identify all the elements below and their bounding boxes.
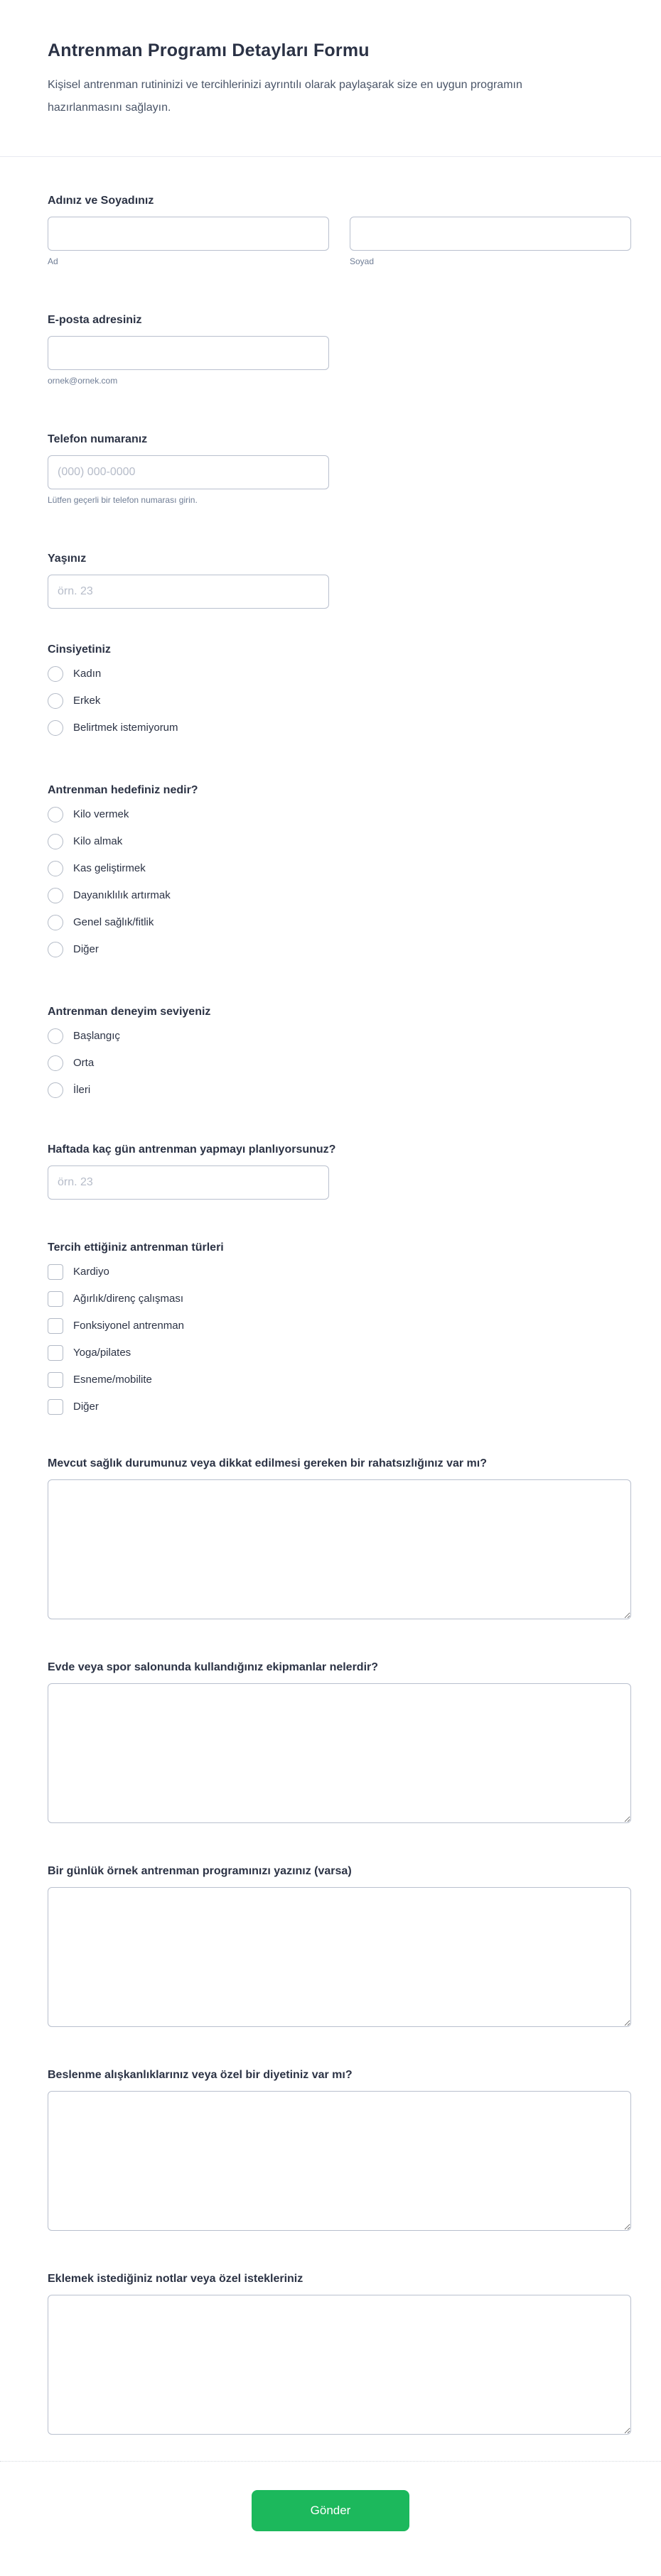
radio-button-icon[interactable] <box>48 1082 63 1098</box>
question-phone <box>48 433 631 505</box>
question-label: Eklemek istediğiniz notlar veya özel istekleriniz <box>48 2273 303 2285</box>
option-label: Kilo almak <box>73 835 123 847</box>
last-name-sublabel: Soyad <box>350 256 375 266</box>
radio-button-icon[interactable] <box>48 915 63 930</box>
option-label: Esneme/mobilite <box>73 1374 152 1386</box>
training-type-options <box>48 1263 631 1415</box>
question-days-per-week <box>48 1143 631 1200</box>
checkbox-icon[interactable] <box>48 1264 63 1280</box>
last-name-col <box>350 217 631 266</box>
option-label: Diğer <box>73 943 99 955</box>
option-label: Diğer <box>73 1401 99 1413</box>
checkbox-option-kardiyo[interactable] <box>48 1263 631 1281</box>
question-label: Antrenman hedefiniz nedir? <box>48 784 198 796</box>
submit-area <box>0 2462 661 2567</box>
radio-button-icon[interactable] <box>48 888 63 903</box>
first-name-input[interactable] <box>48 217 329 251</box>
health-textarea[interactable] <box>48 1479 631 1619</box>
radio-option-ileri[interactable] <box>48 1082 631 1099</box>
radio-option-erkek[interactable] <box>48 692 631 710</box>
question-notes <box>48 2272 631 2435</box>
question-sample-program <box>48 1864 631 2027</box>
option-label: Yoga/pilates <box>73 1347 131 1359</box>
question-fullname <box>48 194 631 266</box>
option-label: Kilo vermek <box>73 808 129 820</box>
question-experience <box>48 1005 631 1099</box>
radio-button-icon[interactable] <box>48 942 63 957</box>
option-label: Başlangıç <box>73 1030 120 1042</box>
question-label: Haftada kaç gün antrenman yapmayı planlıyorsunuz? <box>48 1143 336 1156</box>
radio-button-icon[interactable] <box>48 807 63 822</box>
question-gender <box>48 643 631 737</box>
option-label: Kadın <box>73 668 102 680</box>
option-label: Genel sağlık/fitlik <box>73 916 154 928</box>
first-name-col <box>48 217 329 266</box>
option-label: Kardiyo <box>73 1266 109 1278</box>
form-header <box>0 0 661 156</box>
phone-input[interactable] <box>48 455 329 489</box>
option-label: Erkek <box>73 695 101 707</box>
age-input[interactable] <box>48 575 329 609</box>
option-label: Fonksiyonel antrenman <box>73 1320 184 1332</box>
option-label: Ağırlık/direnç çalışması <box>73 1293 184 1305</box>
question-training-types <box>48 1241 631 1415</box>
radio-option-belirtmek-istemiyorum[interactable] <box>48 719 631 737</box>
days-per-week-input[interactable] <box>48 1165 329 1200</box>
question-label: Antrenman deneyim seviyeniz <box>48 1006 211 1018</box>
radio-button-icon[interactable] <box>48 666 63 682</box>
radio-button-icon[interactable] <box>48 693 63 709</box>
question-age <box>48 552 631 609</box>
gender-options <box>48 665 631 737</box>
nutrition-textarea[interactable] <box>48 2091 631 2231</box>
form-body <box>0 194 661 2435</box>
question-label: Beslenme alışkanlıklarınız veya özel bir diyetiniz var mı? <box>48 2069 353 2081</box>
question-equipment <box>48 1661 631 1823</box>
radio-button-icon[interactable] <box>48 834 63 849</box>
question-label: Evde veya spor salonunda kullandığınız ekipmanlar nelerdir? <box>48 1661 379 1673</box>
radio-option-baslangic[interactable] <box>48 1028 631 1045</box>
checkbox-option-diger[interactable] <box>48 1398 631 1415</box>
header-divider <box>0 156 661 157</box>
option-label: Orta <box>73 1057 95 1069</box>
page-title: Antrenman Programı Detayları Formu <box>48 40 370 60</box>
radio-option-genel-saglik-fitlik[interactable] <box>48 914 631 931</box>
question-health <box>48 1457 631 1619</box>
fullname-row <box>48 217 631 266</box>
email-input[interactable] <box>48 336 329 370</box>
option-label: Belirtmek istemiyorum <box>73 722 178 734</box>
question-label: E-posta adresiniz <box>48 314 142 326</box>
checkbox-icon[interactable] <box>48 1399 63 1415</box>
checkbox-icon[interactable] <box>48 1291 63 1307</box>
email-helper: ornek@ornek.com <box>48 376 118 386</box>
sample-program-textarea[interactable] <box>48 1887 631 2027</box>
submit-button[interactable]: Gönder <box>252 2490 409 2531</box>
first-name-sublabel: Ad <box>48 256 58 266</box>
notes-textarea[interactable] <box>48 2295 631 2435</box>
option-label: Dayanıklılık artırmak <box>73 889 171 901</box>
radio-option-orta[interactable] <box>48 1055 631 1072</box>
option-label: Kas geliştirmek <box>73 862 146 874</box>
radio-button-icon[interactable] <box>48 1028 63 1044</box>
radio-option-kilo-almak[interactable] <box>48 833 631 850</box>
last-name-input[interactable] <box>350 217 631 251</box>
option-label: İleri <box>73 1084 91 1096</box>
radio-option-diger[interactable] <box>48 941 631 958</box>
page-subtitle: Kişisel antrenman rutininizi ve tercihlerinizi ayrıntılı olarak paylaşarak size en uygun programın hazırlanmasını sağlayın. <box>48 79 522 114</box>
checkbox-option-esneme-mobilite[interactable] <box>48 1371 631 1388</box>
question-email <box>48 313 631 386</box>
checkbox-icon[interactable] <box>48 1318 63 1334</box>
checkbox-option-agirlik-direnc[interactable] <box>48 1290 631 1308</box>
radio-option-kilo-vermek[interactable] <box>48 806 631 823</box>
radio-button-icon[interactable] <box>48 861 63 876</box>
question-nutrition <box>48 2068 631 2231</box>
question-label: Yaşınız <box>48 553 87 565</box>
radio-option-dayaniklilik-artirmak[interactable] <box>48 887 631 904</box>
equipment-textarea[interactable] <box>48 1683 631 1823</box>
experience-options <box>48 1028 631 1099</box>
question-label: Adınız ve Soyadınız <box>48 195 154 207</box>
radio-option-kas-gelistirmek[interactable] <box>48 860 631 877</box>
checkbox-icon[interactable] <box>48 1345 63 1361</box>
question-label: Tercih ettiğiniz antrenman türleri <box>48 1241 224 1254</box>
radio-button-icon[interactable] <box>48 720 63 736</box>
question-label: Mevcut sağlık durumunuz veya dikkat edilmesi gereken bir rahatsızlığınız var mı? <box>48 1457 487 1469</box>
goal-options <box>48 806 631 958</box>
question-label: Cinsiyetiniz <box>48 643 111 656</box>
question-label: Telefon numaranız <box>48 433 148 445</box>
checkbox-icon[interactable] <box>48 1372 63 1388</box>
radio-button-icon[interactable] <box>48 1055 63 1071</box>
question-label: Bir günlük örnek antrenman programınızı yazınız (varsa) <box>48 1865 352 1877</box>
checkbox-option-yoga-pilates[interactable] <box>48 1344 631 1362</box>
checkbox-option-fonksiyonel[interactable] <box>48 1317 631 1335</box>
phone-helper: Lütfen geçerli bir telefon numarası girin. <box>48 495 198 505</box>
question-goal <box>48 783 631 958</box>
radio-option-kadin[interactable] <box>48 665 631 683</box>
